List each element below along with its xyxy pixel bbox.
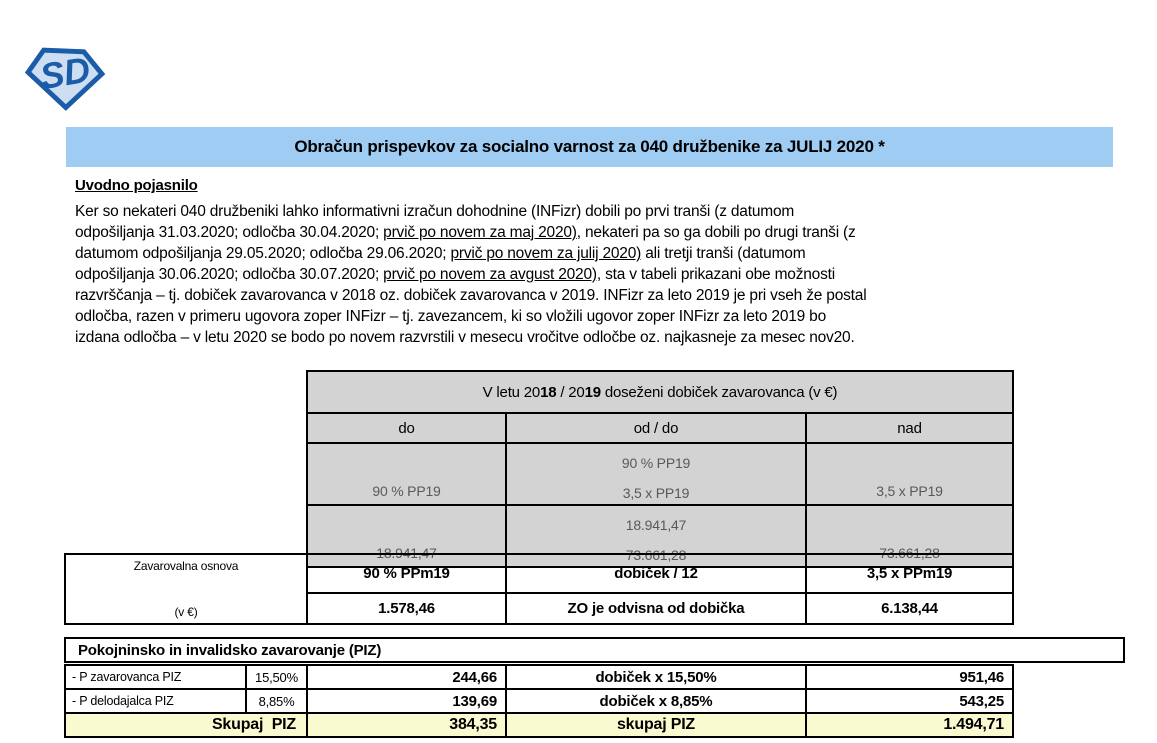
document-title-bar	[66, 127, 1113, 167]
range-line: 3,5 x PP19	[622, 485, 690, 501]
profit-range-table	[306, 370, 1014, 568]
piz-total-formula: skupaj PIZ	[506, 713, 806, 737]
range-line: 90 % PP19	[621, 455, 691, 471]
range-cell: 18.941,47	[307, 505, 506, 567]
col-header-do: do	[307, 413, 506, 443]
intro-line: razvrščanja – tj. dobiček zavarovanca v 2018 oz. dobiček zavarovanca v 2019. INFizr za leto 2019 je pri vseh že postal	[75, 287, 867, 304]
range-cell: 90 % PP19	[307, 443, 506, 505]
piz-row-value: 139,69	[307, 689, 506, 713]
base-unit-label: (v €)	[174, 605, 198, 619]
intro-line: odpošiljanja 31.03.2020; odločba 30.04.2020; prvič po novem za maj 2020), nekateri pa so ga dobili po drugi tranši (z	[75, 224, 856, 241]
piz-row-percent: 8,85%	[246, 689, 307, 713]
insurance-base-table	[64, 553, 1014, 625]
piz-row-label: - P zavarovanca PIZ	[65, 665, 246, 689]
intro-section	[75, 177, 1120, 348]
intro-line: odločba, razen v primeru ugovora zoper INFizr – tj. zavezancem, ki so vložili ugovor zoper INFizr za leto 2019 bo	[75, 308, 827, 325]
table-row	[307, 413, 1013, 443]
base-formula-cell: 3,5 x PPm19	[806, 554, 1013, 593]
range-cell: 73.661,28	[806, 505, 1013, 567]
piz-section-header	[64, 637, 1125, 663]
piz-total-value2: 1.494,71	[806, 713, 1013, 737]
piz-row-value: 244,66	[307, 665, 506, 689]
piz-table	[64, 664, 1014, 738]
profit-table-title: V letu 2018 / 2019 doseženi dobiček zavarovanca (v €)	[307, 371, 1013, 413]
intro-line: Ker so nekateri 040 družbeniki lahko informativni izračun dohodnine (INFizr) dobili po prvi tranši (z datumom	[75, 203, 795, 220]
piz-row-label: - P delodajalca PIZ	[65, 689, 246, 713]
piz-row-formula: dobiček x 8,85%	[506, 689, 806, 713]
piz-total-row	[65, 713, 1013, 737]
intro-line: izdana odločba – v letu 2020 se bodo po novem razvrstili v mesecu vročitve odločbe oz. najkasneje za mesec nov20.	[75, 329, 855, 346]
company-logo	[24, 44, 106, 112]
table-row	[65, 689, 1013, 713]
col-header-od-do: od / do	[506, 413, 806, 443]
table-row	[65, 665, 1013, 689]
piz-section-title: Pokojninsko in invalidsko zavarovanje (PIZ)	[78, 641, 382, 659]
table-row	[307, 443, 1013, 505]
piz-row-formula: dobiček x 15,50%	[506, 665, 806, 689]
sd-shield-logo-icon	[24, 44, 106, 112]
intro-line: odpošiljanja 30.06.2020; odločba 30.07.2020; prvič po novem za avgust 2020), sta v tabeli prikazani obe možnosti	[75, 266, 835, 283]
piz-row-value2: 543,25	[806, 689, 1013, 713]
base-value-cell: 6.138,44	[806, 593, 1013, 624]
piz-total-label: Skupaj PIZ	[65, 713, 307, 737]
base-value-cell: ZO je odvisna od dobička	[506, 593, 806, 624]
intro-paragraph	[75, 201, 1120, 348]
base-formula-cell: 90 % PPm19	[307, 554, 506, 593]
piz-row-value2: 951,46	[806, 665, 1013, 689]
col-header-nad: nad	[806, 413, 1013, 443]
table-row	[307, 371, 1013, 413]
piz-row-percent: 15,50%	[246, 665, 307, 689]
table-row	[65, 554, 1013, 593]
base-label: Zavarovalna osnova	[133, 559, 239, 573]
piz-total-value: 384,35	[307, 713, 506, 737]
range-line: 73.661,28	[625, 547, 687, 563]
base-value-cell: 1.578,46	[307, 593, 506, 624]
intro-line: datumom odpošiljanja 29.05.2020; odločba 29.06.2020; prvič po novem za julij 2020) ali tretji tranši (datumom	[75, 245, 806, 262]
base-label-cell	[65, 554, 307, 624]
base-formula-cell: dobiček / 12	[506, 554, 806, 593]
page-title: Obračun prispevkov za socialno varnost za 040 družbenike za JULIJ 2020 *	[294, 137, 885, 156]
intro-heading: Uvodno pojasnilo	[75, 177, 198, 194]
range-cell: 3,5 x PP19	[806, 443, 1013, 505]
range-cell	[506, 443, 806, 505]
range-line: 18.941,47	[625, 517, 687, 533]
logo-letters: SD	[37, 48, 93, 97]
